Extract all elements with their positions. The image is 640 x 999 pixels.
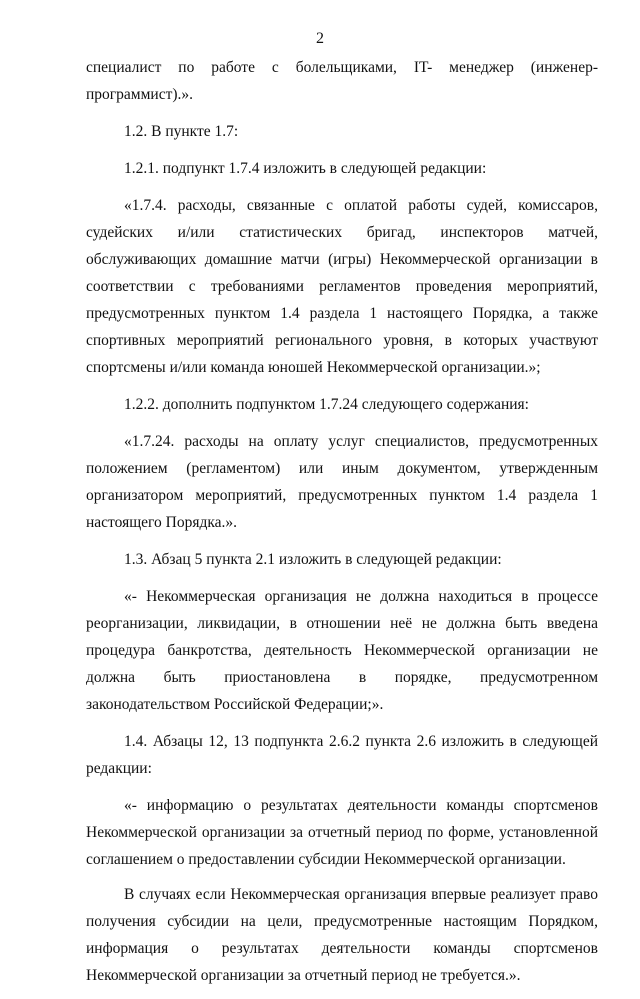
paragraph-clause-1-4: 1.4. Абзацы 12, 13 подпункта 2.6.2 пункта 2.6 изложить в следующей редакции:: [86, 733, 598, 777]
document-body: [86, 54, 598, 999]
paragraph-continuation: специалист по работе с болельщиками, IT- менеджер (инженер-программист).».: [86, 59, 598, 103]
paragraph-clause-1-3: 1.3. Абзац 5 пункта 2.1 изложить в следующей редакции:: [124, 551, 502, 568]
paragraph-quote-2-6-2-a: «- информацию о результатах деятельности команды спортсменов Некоммерческой организации за отчетный период по форме, установленной соглашением о предоставлении субсидии Некоммерческой организации.: [86, 797, 598, 868]
paragraph-quote-1-7-4: «1.7.4. расходы, связанные с оплатой работы судей, комиссаров, судейских и/или статистических бригад, инспекторов матчей, обслуживающих домашние матчи (игры) Некоммерческой организации в соответствии с требованиями регламентов проведения мероприятий, предусмотренных пунктом 1.4 раздела 1 настоящего Порядка, а также спортивных мероприятий регионального уровня, в которых участвуют спортсмены и/или команда юношей Некоммерческой организации.»;: [86, 197, 598, 376]
paragraph-quote-2-1: «- Некоммерческая организация не должна находиться в процессе реорганизации, ликвидации, в отношении неё не должна быть введена процедура банкротства, деятельность Некоммерческой организации не должна быть приостановлена в порядке, предусмотренном законодательством Российской Федерации;».: [86, 588, 598, 713]
paragraph-quote-2-6-2-b: В случаях если Некоммерческая организация впервые реализует право получения субсидии на цели, предусмотренные настоящим Порядком, информация о результатах деятельности команды спортсменов Некоммерческой организации за отчетный период не требуется.».: [86, 886, 598, 984]
paragraph-clause-1-2-2: 1.2.2. дополнить подпунктом 1.7.24 следующего содержания:: [124, 396, 529, 413]
paragraph-clause-1-2-1: 1.2.1. подпункт 1.7.4 изложить в следующей редакции:: [124, 160, 487, 177]
paragraph-clause-1-2: 1.2. В пункте 1.7:: [124, 123, 239, 140]
paragraph-quote-1-7-24: «1.7.24. расходы на оплату услуг специалистов, предусмотренных положением (регламентом) или иным документом, утвержденным организатором мероприятий, предусмотренных пунктом 1.4 раздела 1 настоящего Порядка.».: [86, 433, 598, 531]
page-number: 2: [316, 30, 324, 47]
